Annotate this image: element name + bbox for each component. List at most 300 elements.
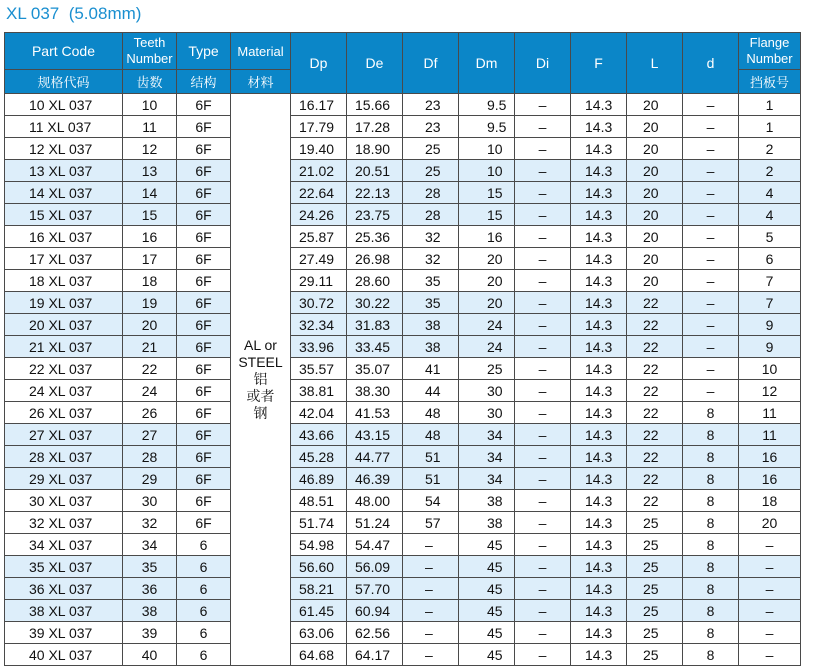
cell-flange: – [739,534,801,556]
table-body [5,94,801,666]
cell-dp: 56.60 [291,556,347,578]
cell-dp: 32.34 [291,314,347,336]
cell-df: – [403,534,459,556]
table-row [5,358,801,380]
cell-d: – [683,138,739,160]
cell-dp: 25.87 [291,226,347,248]
cell-part: 14 XL 037 [5,182,123,204]
cell-flange: 7 [739,270,801,292]
table-row [5,380,801,402]
cell-df: 35 [403,270,459,292]
cell-flange: 20 [739,512,801,534]
cell-type: 6F [177,292,231,314]
cell-l: 25 [627,512,683,534]
cell-di: – [515,534,571,556]
table-row [5,336,801,358]
cell-dm: 15 [459,182,515,204]
cell-l: 20 [627,94,683,116]
cell-dm: 25 [459,358,515,380]
cell-de: 41.53 [347,402,403,424]
cell-dp: 61.45 [291,600,347,622]
cell-df: – [403,622,459,644]
cell-part: 20 XL 037 [5,314,123,336]
cell-df: 38 [403,314,459,336]
cell-flange: – [739,622,801,644]
cell-de: 54.47 [347,534,403,556]
cell-flange: 11 [739,424,801,446]
cell-dm: 20 [459,270,515,292]
cell-dp: 22.64 [291,182,347,204]
cell-l: 25 [627,644,683,666]
cell-f: 14.3 [571,336,627,358]
cell-flange: 9 [739,336,801,358]
material-cn1: 铝 [253,371,268,387]
cell-dm: 15 [459,204,515,226]
cell-de: 33.45 [347,336,403,358]
cell-dm: 9.5 [459,94,515,116]
cell-df: 51 [403,468,459,490]
cell-f: 14.3 [571,600,627,622]
cell-f: 14.3 [571,116,627,138]
cell-df: 28 [403,204,459,226]
cell-dp: 63.06 [291,622,347,644]
cell-teeth: 36 [123,578,177,600]
cell-dm: 45 [459,578,515,600]
cell-df: 54 [403,490,459,512]
cell-de: 31.83 [347,314,403,336]
cell-type: 6 [177,534,231,556]
cell-dp: 45.28 [291,446,347,468]
table-row [5,116,801,138]
cell-df: – [403,556,459,578]
cell-part: 26 XL 037 [5,402,123,424]
cell-l: 20 [627,226,683,248]
material-cn2: 或者 [246,388,275,404]
cell-dm: 45 [459,534,515,556]
cell-dm: 30 [459,402,515,424]
cell-teeth: 29 [123,468,177,490]
cell-teeth: 19 [123,292,177,314]
cell-di: – [515,622,571,644]
cell-part: 32 XL 037 [5,512,123,534]
cell-d: 8 [683,556,739,578]
header-l: L [627,33,683,94]
cell-de: 60.94 [347,600,403,622]
cell-l: 22 [627,446,683,468]
cell-de: 17.28 [347,116,403,138]
cell-flange: 12 [739,380,801,402]
cell-de: 38.30 [347,380,403,402]
cell-d: 8 [683,402,739,424]
cell-di: – [515,94,571,116]
cell-di: – [515,138,571,160]
cell-di: – [515,182,571,204]
cell-di: – [515,292,571,314]
cell-d: – [683,226,739,248]
cell-flange: 4 [739,182,801,204]
header-flange-cn: 挡板号 [739,70,801,94]
cell-dm: 30 [459,380,515,402]
cell-l: 22 [627,402,683,424]
header-d: d [683,33,739,94]
cell-part: 12 XL 037 [5,138,123,160]
cell-di: – [515,446,571,468]
cell-df: 28 [403,182,459,204]
header-flange-number: Flange Number [739,33,801,70]
cell-dp: 51.74 [291,512,347,534]
table-row [5,270,801,292]
cell-part: 21 XL 037 [5,336,123,358]
table-row [5,644,801,666]
cell-l: 22 [627,490,683,512]
material-cn3: 钢 [253,405,268,421]
cell-di: – [515,270,571,292]
cell-flange: 18 [739,490,801,512]
cell-type: 6F [177,512,231,534]
cell-dm: 45 [459,622,515,644]
cell-f: 14.3 [571,138,627,160]
cell-part: 13 XL 037 [5,160,123,182]
cell-flange: 16 [739,468,801,490]
cell-type: 6F [177,138,231,160]
cell-flange: 7 [739,292,801,314]
cell-type: 6F [177,248,231,270]
cell-f: 14.3 [571,292,627,314]
cell-df: – [403,578,459,600]
cell-dm: 10 [459,138,515,160]
cell-de: 26.98 [347,248,403,270]
cell-type: 6F [177,314,231,336]
cell-dm: 45 [459,556,515,578]
cell-de: 15.66 [347,94,403,116]
cell-flange: 5 [739,226,801,248]
cell-de: 35.07 [347,358,403,380]
cell-d: – [683,116,739,138]
cell-part: 39 XL 037 [5,622,123,644]
cell-di: – [515,578,571,600]
cell-flange: 11 [739,402,801,424]
cell-teeth: 20 [123,314,177,336]
cell-part: 27 XL 037 [5,424,123,446]
cell-f: 14.3 [571,380,627,402]
cell-teeth: 11 [123,116,177,138]
cell-teeth: 28 [123,446,177,468]
material-line2: STEEL [238,354,283,370]
cell-teeth: 21 [123,336,177,358]
cell-d: 8 [683,490,739,512]
cell-de: 64.17 [347,644,403,666]
table-row [5,600,801,622]
cell-dp: 27.49 [291,248,347,270]
cell-de: 56.09 [347,556,403,578]
header-type: Type [177,33,231,70]
cell-l: 22 [627,358,683,380]
cell-de: 18.90 [347,138,403,160]
cell-di: – [515,468,571,490]
cell-dm: 34 [459,468,515,490]
cell-f: 14.3 [571,556,627,578]
cell-di: – [515,512,571,534]
table-row [5,512,801,534]
cell-di: – [515,204,571,226]
cell-part: 36 XL 037 [5,578,123,600]
cell-f: 14.3 [571,490,627,512]
cell-part: 24 XL 037 [5,380,123,402]
cell-dp: 58.21 [291,578,347,600]
header-material-cn: 材料 [231,70,291,94]
cell-dp: 33.96 [291,336,347,358]
header-part-code: Part Code [5,33,123,70]
cell-type: 6 [177,644,231,666]
cell-type: 6F [177,490,231,512]
cell-teeth: 30 [123,490,177,512]
cell-teeth: 16 [123,226,177,248]
cell-l: 25 [627,534,683,556]
cell-dp: 48.51 [291,490,347,512]
cell-flange: 16 [739,446,801,468]
cell-part: 18 XL 037 [5,270,123,292]
cell-df: – [403,600,459,622]
cell-d: – [683,160,739,182]
cell-d: 8 [683,446,739,468]
cell-d: 8 [683,534,739,556]
cell-teeth: 15 [123,204,177,226]
table-row [5,424,801,446]
cell-de: 51.24 [347,512,403,534]
material-cell [231,94,291,666]
cell-df: – [403,644,459,666]
cell-f: 14.3 [571,226,627,248]
header-teeth-cn: 齿数 [123,70,177,94]
cell-f: 14.3 [571,182,627,204]
cell-type: 6 [177,578,231,600]
cell-df: 38 [403,336,459,358]
table-row [5,138,801,160]
cell-f: 14.3 [571,248,627,270]
cell-df: 35 [403,292,459,314]
header-dm: Dm [459,33,515,94]
cell-type: 6F [177,468,231,490]
page-title: XL 037 (5.08mm) [6,4,142,23]
table-row [5,534,801,556]
cell-dm: 45 [459,644,515,666]
table-row [5,204,801,226]
cell-de: 57.70 [347,578,403,600]
cell-de: 20.51 [347,160,403,182]
spec-table [4,32,801,666]
cell-dm: 9.5 [459,116,515,138]
cell-f: 14.3 [571,534,627,556]
cell-part: 29 XL 037 [5,468,123,490]
cell-flange: – [739,600,801,622]
cell-type: 6F [177,380,231,402]
cell-d: 8 [683,600,739,622]
table-row [5,622,801,644]
cell-f: 14.3 [571,94,627,116]
cell-d: 8 [683,512,739,534]
cell-teeth: 12 [123,138,177,160]
cell-l: 22 [627,424,683,446]
cell-de: 28.60 [347,270,403,292]
cell-d: – [683,204,739,226]
cell-f: 14.3 [571,512,627,534]
cell-d: 8 [683,468,739,490]
cell-d: – [683,314,739,336]
table-row [5,248,801,270]
cell-l: 25 [627,600,683,622]
cell-di: – [515,116,571,138]
cell-l: 22 [627,314,683,336]
cell-teeth: 35 [123,556,177,578]
cell-d: – [683,358,739,380]
table-row [5,556,801,578]
cell-dp: 29.11 [291,270,347,292]
header-type-cn: 结构 [177,70,231,94]
table-row [5,468,801,490]
cell-part: 34 XL 037 [5,534,123,556]
cell-dp: 16.17 [291,94,347,116]
cell-df: 32 [403,226,459,248]
cell-type: 6F [177,116,231,138]
cell-dm: 34 [459,446,515,468]
cell-dm: 24 [459,314,515,336]
table-row [5,94,801,116]
cell-di: – [515,402,571,424]
cell-d: – [683,292,739,314]
cell-f: 14.3 [571,622,627,644]
cell-df: 25 [403,138,459,160]
cell-type: 6F [177,424,231,446]
cell-flange: 2 [739,160,801,182]
cell-d: 8 [683,644,739,666]
cell-teeth: 38 [123,600,177,622]
cell-d: – [683,270,739,292]
cell-l: 25 [627,578,683,600]
cell-dm: 10 [459,160,515,182]
cell-part: 15 XL 037 [5,204,123,226]
cell-flange: 2 [739,138,801,160]
cell-type: 6F [177,204,231,226]
cell-df: 25 [403,160,459,182]
cell-d: 8 [683,424,739,446]
cell-di: – [515,336,571,358]
cell-l: 25 [627,556,683,578]
cell-df: 44 [403,380,459,402]
cell-dp: 21.02 [291,160,347,182]
cell-dm: 16 [459,226,515,248]
cell-teeth: 32 [123,512,177,534]
cell-f: 14.3 [571,358,627,380]
cell-l: 20 [627,116,683,138]
cell-di: – [515,556,571,578]
table-row [5,446,801,468]
cell-teeth: 27 [123,424,177,446]
cell-dp: 30.72 [291,292,347,314]
cell-dm: 34 [459,424,515,446]
cell-type: 6 [177,622,231,644]
cell-df: 41 [403,358,459,380]
cell-l: 20 [627,160,683,182]
cell-l: 20 [627,138,683,160]
cell-di: – [515,600,571,622]
cell-di: – [515,314,571,336]
cell-f: 14.3 [571,644,627,666]
header-de: De [347,33,403,94]
cell-type: 6F [177,446,231,468]
cell-f: 14.3 [571,402,627,424]
cell-de: 23.75 [347,204,403,226]
cell-l: 20 [627,182,683,204]
cell-flange: 1 [739,116,801,138]
cell-df: 48 [403,424,459,446]
table-row [5,402,801,424]
cell-teeth: 22 [123,358,177,380]
cell-di: – [515,424,571,446]
cell-teeth: 10 [123,94,177,116]
material-line1: AL or [244,337,277,353]
cell-part: 11 XL 037 [5,116,123,138]
cell-dm: 45 [459,600,515,622]
cell-dm: 38 [459,490,515,512]
cell-f: 14.3 [571,446,627,468]
cell-part: 10 XL 037 [5,94,123,116]
cell-f: 14.3 [571,270,627,292]
cell-type: 6F [177,358,231,380]
table-row [5,226,801,248]
cell-type: 6F [177,270,231,292]
cell-df: 48 [403,402,459,424]
cell-di: – [515,226,571,248]
cell-type: 6F [177,336,231,358]
cell-l: 22 [627,292,683,314]
header-f: F [571,33,627,94]
header-part-code-cn: 规格代码 [5,70,123,94]
cell-di: – [515,380,571,402]
cell-l: 22 [627,468,683,490]
cell-df: 23 [403,94,459,116]
cell-l: 25 [627,622,683,644]
cell-f: 14.3 [571,578,627,600]
cell-teeth: 24 [123,380,177,402]
table-row [5,490,801,512]
cell-di: – [515,248,571,270]
table-row [5,578,801,600]
cell-di: – [515,490,571,512]
cell-f: 14.3 [571,314,627,336]
cell-dm: 20 [459,248,515,270]
cell-d: – [683,336,739,358]
cell-dp: 24.26 [291,204,347,226]
cell-type: 6F [177,160,231,182]
cell-d: 8 [683,578,739,600]
cell-d: – [683,380,739,402]
cell-d: – [683,94,739,116]
cell-type: 6F [177,402,231,424]
header-df: Df [403,33,459,94]
cell-de: 48.00 [347,490,403,512]
table-row [5,292,801,314]
cell-dp: 17.79 [291,116,347,138]
cell-part: 30 XL 037 [5,490,123,512]
cell-part: 16 XL 037 [5,226,123,248]
cell-d: 8 [683,622,739,644]
cell-part: 28 XL 037 [5,446,123,468]
cell-dp: 38.81 [291,380,347,402]
cell-flange: 10 [739,358,801,380]
cell-di: – [515,644,571,666]
cell-flange: 9 [739,314,801,336]
cell-l: 20 [627,204,683,226]
